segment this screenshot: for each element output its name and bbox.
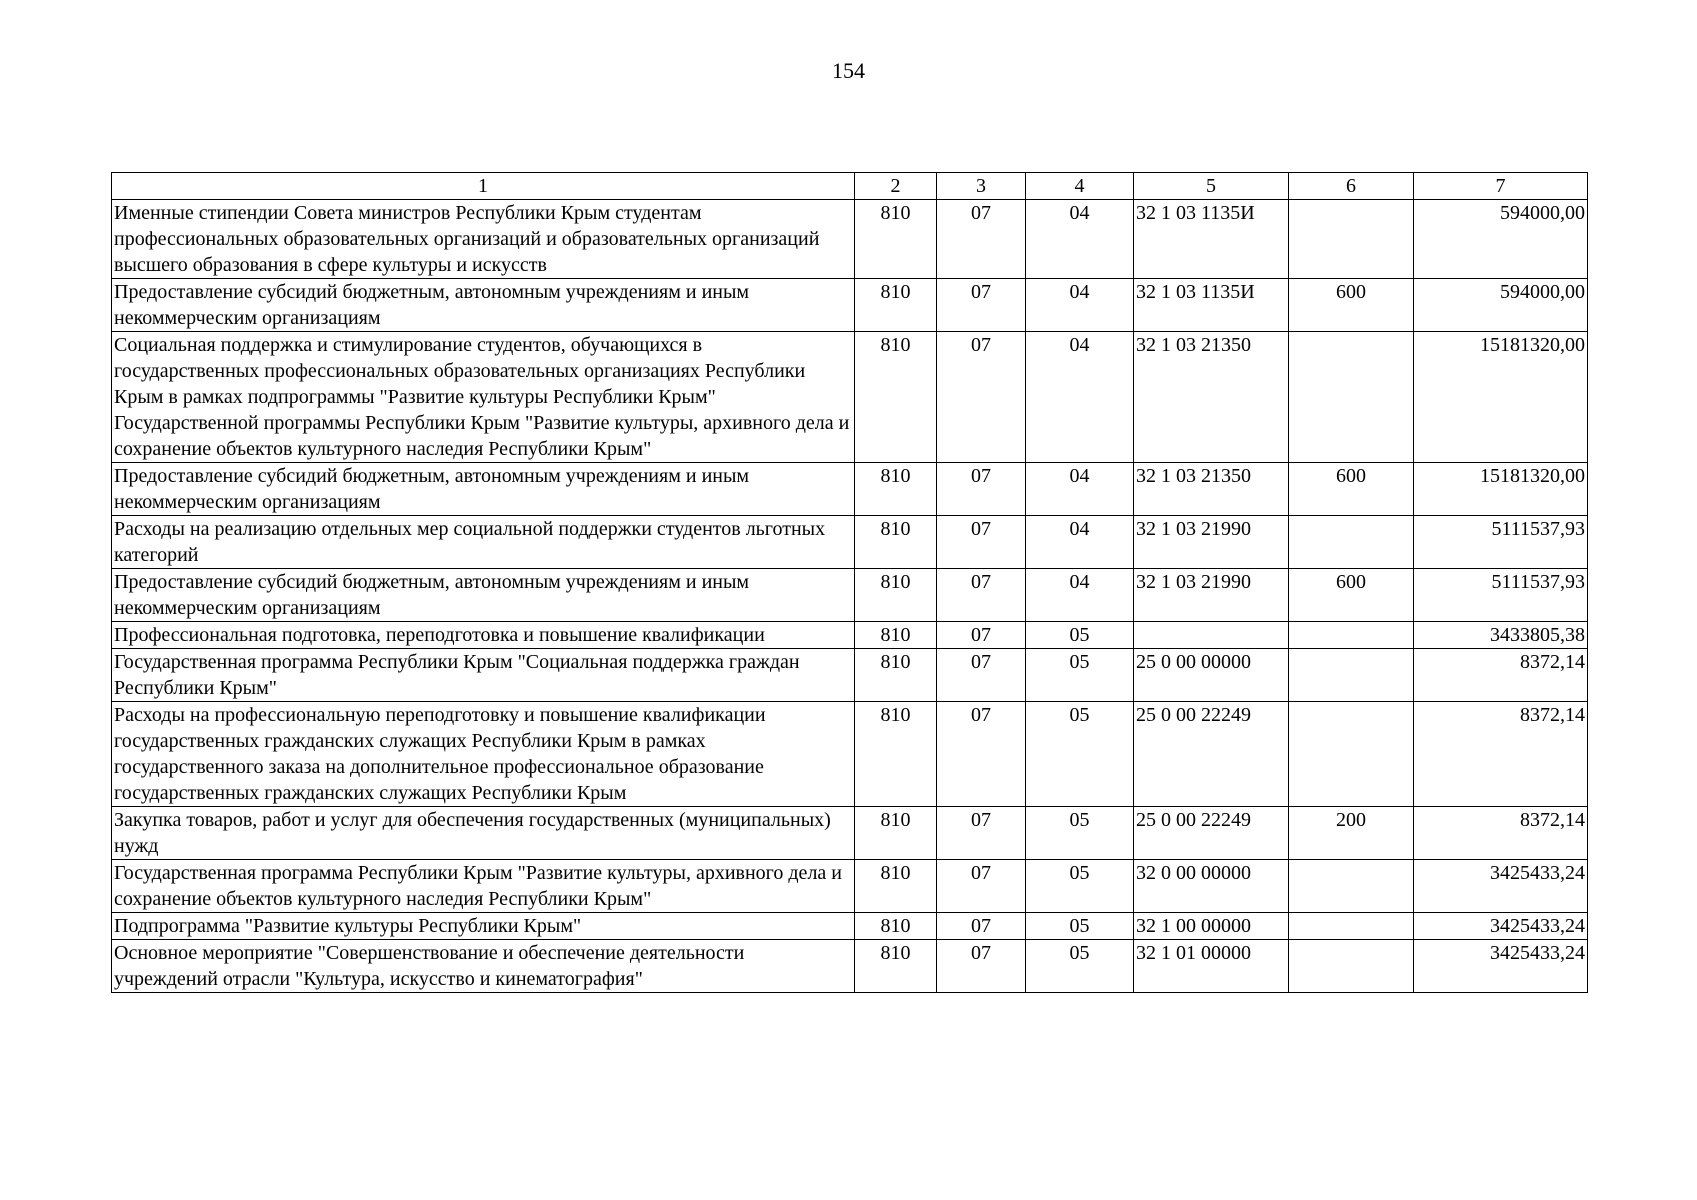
- row-section-cell: 07: [937, 649, 1026, 702]
- row-name-cell: Подпрограмма "Развитие культуры Республики Крым": [112, 913, 855, 940]
- table-header-row: [112, 173, 1588, 200]
- row-section-cell: 07: [937, 622, 1026, 649]
- row-amount-cell: 15181320,00: [1414, 463, 1588, 516]
- row-ved-cell: 810: [855, 860, 937, 913]
- table-row: [112, 332, 1588, 463]
- row-name-cell: Предоставление субсидий бюджетным, автономным учреждениям и иным некоммерческим организациям: [112, 463, 855, 516]
- row-section-cell: 07: [937, 279, 1026, 332]
- row-target-article-cell: 32 1 01 00000: [1134, 940, 1289, 993]
- row-name-cell: Основное мероприятие "Совершенствование и обеспечение деятельности учреждений отрасли "Культура, искусство и кинематография": [112, 940, 855, 993]
- row-ved-cell: 810: [855, 940, 937, 993]
- row-ved-cell: 810: [855, 807, 937, 860]
- row-expense-type-cell: [1289, 702, 1414, 807]
- row-expense-type-cell: [1289, 940, 1414, 993]
- row-name-cell: Закупка товаров, работ и услуг для обеспечения государственных (муниципальных) нужд: [112, 807, 855, 860]
- row-name-cell: Предоставление субсидий бюджетным, автономным учреждениям и иным некоммерческим организациям: [112, 569, 855, 622]
- row-target-article-cell: 32 1 00 00000: [1134, 913, 1289, 940]
- row-ved-cell: 810: [855, 279, 937, 332]
- row-target-article-cell: 25 0 00 00000: [1134, 649, 1289, 702]
- column-header: 3: [937, 173, 1026, 200]
- table-row: [112, 279, 1588, 332]
- row-target-article-cell: 25 0 00 22249: [1134, 702, 1289, 807]
- row-expense-type-cell: [1289, 649, 1414, 702]
- row-expense-type-cell: 600: [1289, 279, 1414, 332]
- row-section-cell: 07: [937, 332, 1026, 463]
- table-row: [112, 463, 1588, 516]
- row-section-cell: 07: [937, 516, 1026, 569]
- row-expense-type-cell: [1289, 913, 1414, 940]
- row-subsection-cell: 05: [1026, 622, 1134, 649]
- row-expense-type-cell: [1289, 622, 1414, 649]
- row-target-article-cell: 32 1 03 1135И: [1134, 279, 1289, 332]
- row-ved-cell: 810: [855, 622, 937, 649]
- row-name-cell: Предоставление субсидий бюджетным, автономным учреждениям и иным некоммерческим организациям: [112, 279, 855, 332]
- row-amount-cell: 594000,00: [1414, 200, 1588, 279]
- row-subsection-cell: 05: [1026, 807, 1134, 860]
- row-target-article-cell: [1134, 622, 1289, 649]
- row-amount-cell: 5111537,93: [1414, 516, 1588, 569]
- row-section-cell: 07: [937, 702, 1026, 807]
- row-amount-cell: 5111537,93: [1414, 569, 1588, 622]
- column-header: 1: [112, 173, 855, 200]
- row-expense-type-cell: [1289, 200, 1414, 279]
- row-amount-cell: 3433805,38: [1414, 622, 1588, 649]
- row-subsection-cell: 05: [1026, 649, 1134, 702]
- row-name-cell: Расходы на реализацию отдельных мер социальной поддержки студентов льготных категорий: [112, 516, 855, 569]
- row-ved-cell: 810: [855, 702, 937, 807]
- row-target-article-cell: 32 1 03 21350: [1134, 463, 1289, 516]
- column-header: 4: [1026, 173, 1134, 200]
- row-expense-type-cell: 600: [1289, 463, 1414, 516]
- row-amount-cell: 3425433,24: [1414, 913, 1588, 940]
- table-row: [112, 940, 1588, 993]
- row-ved-cell: 810: [855, 569, 937, 622]
- row-amount-cell: 3425433,24: [1414, 940, 1588, 993]
- row-ved-cell: 810: [855, 649, 937, 702]
- page-number: 154: [832, 58, 865, 83]
- table-row: [112, 913, 1588, 940]
- row-expense-type-cell: 200: [1289, 807, 1414, 860]
- budget-table: [111, 172, 1588, 993]
- row-section-cell: 07: [937, 940, 1026, 993]
- table-row: [112, 516, 1588, 569]
- row-expense-type-cell: 600: [1289, 569, 1414, 622]
- row-subsection-cell: 05: [1026, 860, 1134, 913]
- row-ved-cell: 810: [855, 332, 937, 463]
- row-expense-type-cell: [1289, 332, 1414, 463]
- row-section-cell: 07: [937, 463, 1026, 516]
- row-target-article-cell: 32 1 03 21990: [1134, 516, 1289, 569]
- table-row: [112, 569, 1588, 622]
- row-target-article-cell: 32 1 03 21350: [1134, 332, 1289, 463]
- row-target-article-cell: 25 0 00 22249: [1134, 807, 1289, 860]
- row-ved-cell: 810: [855, 913, 937, 940]
- row-target-article-cell: 32 1 03 1135И: [1134, 200, 1289, 279]
- table-row: [112, 622, 1588, 649]
- row-subsection-cell: 04: [1026, 569, 1134, 622]
- row-ved-cell: 810: [855, 200, 937, 279]
- row-amount-cell: 8372,14: [1414, 807, 1588, 860]
- row-amount-cell: 8372,14: [1414, 702, 1588, 807]
- row-section-cell: 07: [937, 807, 1026, 860]
- row-subsection-cell: 05: [1026, 913, 1134, 940]
- table-row: [112, 702, 1588, 807]
- table-body: [112, 200, 1588, 993]
- row-name-cell: Профессиональная подготовка, переподготовка и повышение квалификации: [112, 622, 855, 649]
- row-subsection-cell: 05: [1026, 940, 1134, 993]
- row-ved-cell: 810: [855, 516, 937, 569]
- row-expense-type-cell: [1289, 860, 1414, 913]
- row-subsection-cell: 04: [1026, 200, 1134, 279]
- row-name-cell: Именные стипендии Совета министров Республики Крым студентам профессиональных образовательных организаций и образовательных организаций высшего образования в сфере культуры и искусств: [112, 200, 855, 279]
- row-subsection-cell: 05: [1026, 702, 1134, 807]
- row-name-cell: Социальная поддержка и стимулирование студентов, обучающихся в государственных профессиональных образовательных организациях Республики Крым в рамках подпрограммы "Развитие культуры Республики Крым" Государственной программы Республики Крым "Развитие культуры, архивного дела и сохранение объектов культурного наследия Республики Крым": [112, 332, 855, 463]
- row-section-cell: 07: [937, 913, 1026, 940]
- table-row: [112, 807, 1588, 860]
- column-header: 6: [1289, 173, 1414, 200]
- row-subsection-cell: 04: [1026, 463, 1134, 516]
- column-header: 5: [1134, 173, 1289, 200]
- row-name-cell: Расходы на профессиональную переподготовку и повышение квалификации государственных гражданских служащих Республики Крым в рамках государственного заказа на дополнительное профессиональное образование государственных гражданских служащих Республики Крым: [112, 702, 855, 807]
- table-row: [112, 649, 1588, 702]
- row-name-cell: Государственная программа Республики Крым "Развитие культуры, архивного дела и сохранение объектов культурного наследия Республики Крым": [112, 860, 855, 913]
- column-header: 7: [1414, 173, 1588, 200]
- row-section-cell: 07: [937, 200, 1026, 279]
- column-header: 2: [855, 173, 937, 200]
- row-amount-cell: 8372,14: [1414, 649, 1588, 702]
- row-amount-cell: 594000,00: [1414, 279, 1588, 332]
- row-subsection-cell: 04: [1026, 279, 1134, 332]
- row-target-article-cell: 32 0 00 00000: [1134, 860, 1289, 913]
- row-ved-cell: 810: [855, 463, 937, 516]
- table-row: [112, 860, 1588, 913]
- row-name-cell: Государственная программа Республики Крым "Социальная поддержка граждан Республики Крым": [112, 649, 855, 702]
- table-row: [112, 200, 1588, 279]
- row-amount-cell: 15181320,00: [1414, 332, 1588, 463]
- row-section-cell: 07: [937, 860, 1026, 913]
- row-expense-type-cell: [1289, 516, 1414, 569]
- row-subsection-cell: 04: [1026, 332, 1134, 463]
- row-subsection-cell: 04: [1026, 516, 1134, 569]
- row-target-article-cell: 32 1 03 21990: [1134, 569, 1289, 622]
- row-section-cell: 07: [937, 569, 1026, 622]
- row-amount-cell: 3425433,24: [1414, 860, 1588, 913]
